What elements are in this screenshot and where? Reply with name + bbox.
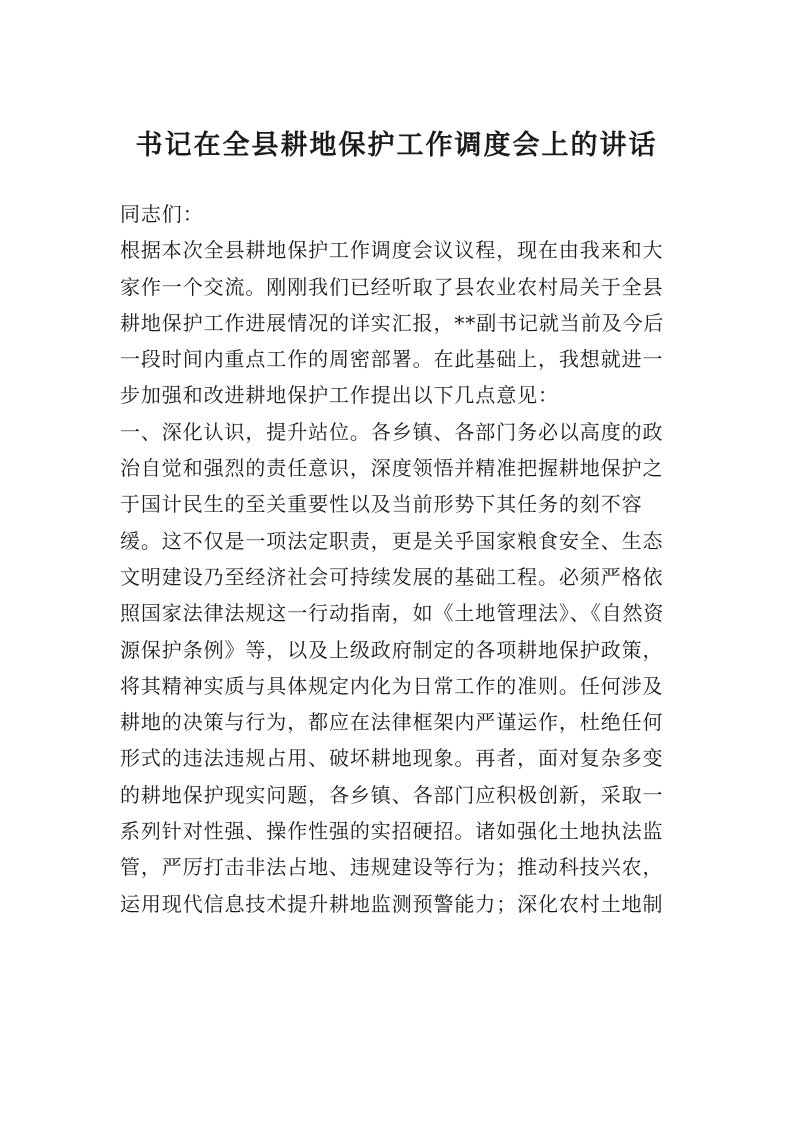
paragraph-line: 运用现代信息技术提升耕地监测预警能力；深化农村土地制	[120, 891, 664, 916]
paragraph-line: 步加强和改进耕地保护工作提出以下几点意见：	[120, 383, 559, 408]
paragraph-line: 耕地的决策与行为，都应在法律框架内严谨运作，杜绝任何	[120, 710, 664, 735]
paragraph-line: 管，严厉打击非法占地、违规建设等行为；推动科技兴农，	[120, 855, 664, 880]
section-heading-line: 一、深化认识，提升站位。各乡镇、各部门务必以高度的政	[120, 419, 664, 444]
paragraph-line: 一段时间内重点工作的周密部署。在此基础上，我想就进一	[120, 347, 664, 372]
paragraph-line: 照国家法律法规这一行动指南，如《土地管理法》、《自然资	[120, 601, 665, 626]
document-title: 书记在全县耕地保护工作调度会上的讲话	[135, 130, 658, 161]
document-body	[120, 196, 676, 922]
paragraph-line: 家作一个交流。刚刚我们已经听取了县农业农村局关于全县	[120, 274, 664, 299]
paragraph-line: 根据本次全县耕地保护工作调度会议议程，现在由我来和大	[120, 238, 664, 263]
paragraph-line: 源保护条例》等，以及上级政府制定的各项耕地保护政策，	[120, 637, 664, 662]
paragraph-line: 系列针对性强、操作性强的实招硬招。诸如强化土地执法监	[120, 819, 664, 844]
paragraph-line: 于国计民生的至关重要性以及当前形势下其任务的刻不容	[120, 492, 643, 517]
paragraph-line: 将其精神实质与具体规定内化为日常工作的准则。任何涉及	[120, 673, 664, 698]
salutation-line: 同志们：	[120, 202, 204, 226]
paragraph-line: 缓。这不仅是一项法定职责，更是关乎国家粮食安全、生态	[120, 528, 664, 553]
paragraph-line: 文明建设乃至经济社会可持续发展的基础工程。必须严格依	[120, 564, 664, 589]
paragraph-line: 治自觉和强烈的责任意识，深度领悟并精准把握耕地保护之	[120, 456, 664, 481]
paragraph-line: 形式的违法违规占用、破坏耕地现象。再者，面对复杂多变	[120, 746, 664, 771]
paragraph-line: 的耕地保护现实问题，各乡镇、各部门应积极创新，采取一	[120, 782, 664, 807]
paragraph-line: 耕地保护工作进展情况的详实汇报，**副书记就当前及今后	[120, 310, 665, 335]
